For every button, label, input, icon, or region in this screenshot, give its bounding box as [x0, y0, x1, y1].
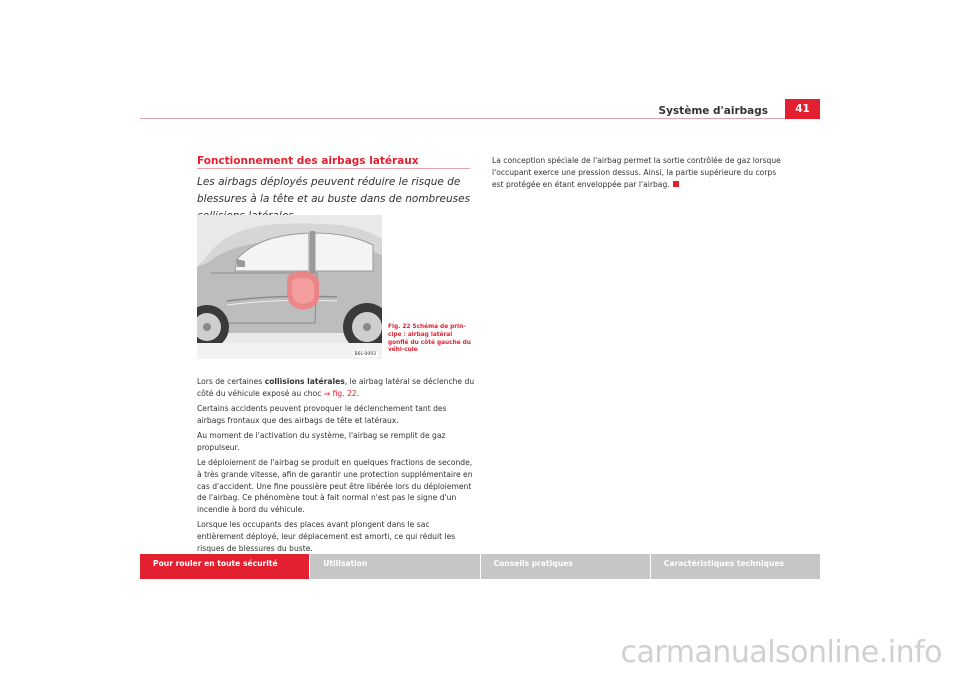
figure-caption: Fig. 22 Schéma de prin-cipe : airbag latéral gonflé du côté gauche du véhi-cule: [388, 324, 471, 354]
keyword-collisions: collisions latérales: [264, 377, 345, 386]
tab-utilisation[interactable]: Utilisation: [310, 554, 479, 579]
paragraph-2: Certains accidents peuvent provoquer le déclenchement tant des airbags frontaux que des airbags de tête et latéraux.: [197, 403, 447, 425]
section-title: Fonctionnement des airbags latéraux: [197, 155, 419, 167]
title-rule: [197, 168, 470, 169]
figure-code: B6L-0093: [354, 352, 376, 357]
tab-securite[interactable]: Pour rouler en toute sécurité: [140, 554, 309, 579]
paragraph-1: Lors de certaines collisions latérales, le airbag latéral se déclenche du côté du véhicule exposé au choc ⇒ fig. 22.: [197, 377, 475, 398]
chapter-tabs: [140, 554, 820, 579]
page-number: 41: [785, 99, 820, 119]
paragraph-4: Le déploiement de l'airbag se produit en quelques fractions de seconde, à très grande vitesse, afin de garantir une protection supplémentaire en cas d'accident. Une fine poussière peut être libérée lors du déploiement de l'airbag. Ce phénomène tout à fait normal n'est pas le signe d'un incendie à bord du véhicule.: [197, 457, 473, 515]
paragraph-3: Au moment de l'activation du système, l'airbag se remplit de gaz propulseur.: [197, 430, 446, 452]
right-column-text: La conception spéciale de l'airbag permet la sortie contrôlée de gaz lorsque l'occupant exerce une pression dessus. Ainsi, la partie supérieure du corps est protégée en étant enveloppée par l'airbag.: [492, 156, 781, 189]
header-rule: [140, 118, 820, 119]
tab-caracteristiques[interactable]: Caractéristiques techniques: [651, 554, 820, 579]
watermark: carmanualsonline.info: [620, 635, 942, 670]
section-subtitle: Les airbags déployés peuvent réduire le risque de blessures à la tête et au buste dans de nombreuses: [197, 176, 471, 205]
paragraph-5: Lorsque les occupants des places avant plongent dans le sac entièrement déployé, leur déplacement est amorti, ce qui réduit les risques de blessures du buste.: [197, 520, 456, 553]
body-text: [197, 376, 477, 558]
header-title: Système d'airbags: [658, 105, 768, 117]
figure-reference-link[interactable]: ⇒ fig. 22: [323, 388, 357, 398]
tab-conseils[interactable]: Conseils pratiques: [481, 554, 650, 579]
end-square-icon: [673, 181, 679, 187]
car-illustration: [197, 215, 382, 359]
car-airbag-figure: [197, 215, 382, 359]
